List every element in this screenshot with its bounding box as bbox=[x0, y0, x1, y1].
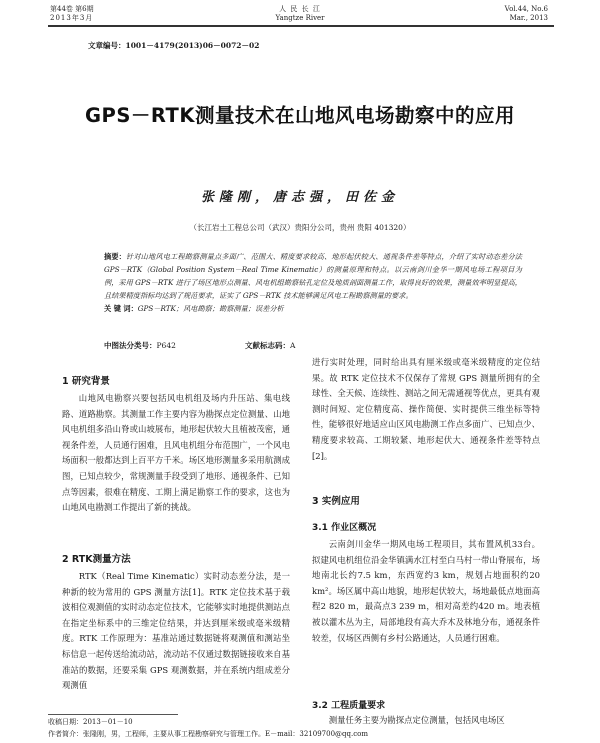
section-3-1-paragraph: 云南剑川金华一期风电场工程项目，其布置风机33台。拟建风电机组位沿金华镇满水江村至白马村一带山脊展布，场地南北长约7.5 km，东西宽约3 km，规划占地面积约20 km²。场区属中高山地貌，地形起伏较大，场地最低点地面高程2 820 m，最高点3 239 m，相对高差约420 m。地表植被以灌木丛为主，局部地段有高大乔木及林地分布，通视条件较差，仅场区西侧有乡村公路通达，人员通行困难。 bbox=[312, 539, 540, 643]
section-2-paragraph-2: 进行实时处理，同时给出具有厘米级或毫米级精度的定位结果。故 RTK 定位技术不仅保存了常规 GPS 测量所拥有的全球性、全天候、连续性、测站之间无需通视等优点，更具有观测时间短、定位精度高、操作简便、实时提供三维坐标等特性，能够很好地适应山区风电勘测工作点多面广、已知点少、精度要求较高、工期较紧、地形起伏大、通视条件差等特点[2]。 bbox=[312, 357, 540, 461]
keywords bbox=[104, 302, 522, 315]
doc-code-label: 文献标志码： bbox=[245, 341, 290, 350]
author-info: 作者简介：张隆刚，男，工程师，主要从事工程勘察研究与管理工作。E－mail：32109700@qq.com bbox=[48, 730, 368, 738]
journal-name-en: Yangtze River bbox=[275, 14, 325, 22]
section-3-2-paragraph: 测量任务主要为勘探点定位测量，包括风电场区 bbox=[328, 715, 505, 725]
section-1-paragraph: 山地风电勘察兴要包括风电机组及场内升压站、集电线路、道路勘察。其测量工作主要内容为勘探点定位测量、山地风电机组多沿山脊或山坡展布，地形起伏较大且植被茂密，通视条件差，人员通行困难，且风电机组分布范围广，一个风电场面积一般都达到上百平方千米。场区地形测量多采用航测成图，已知点较少，常规测量手段受到了地形、通视条件、已知点等因素，很难在精度、工期上满足勘察工作的要求，这也为山地风电勘测工作提出了新的挑战。 bbox=[62, 393, 290, 513]
section-2-title: 2 RTK测量方法 bbox=[62, 554, 131, 565]
journal-volume-en: Vol.44, No.6 bbox=[504, 5, 548, 13]
journal-date-en: Mar., 2013 bbox=[509, 14, 548, 22]
doc-code bbox=[245, 340, 295, 351]
section-1-title: 1 研究背景 bbox=[62, 376, 110, 387]
footnote-rule bbox=[48, 714, 178, 715]
clc-number bbox=[104, 340, 176, 351]
journal-date: 2013年3月 bbox=[50, 14, 94, 22]
received-date: 收稿日期：2013－01－10 bbox=[48, 718, 133, 726]
journal-name: 人 民 长 江 bbox=[279, 5, 321, 13]
journal-volume: 第44卷 第6期 bbox=[50, 5, 94, 13]
article-id: 文章编号：1001－4179(2013)06－0072－02 bbox=[88, 41, 260, 50]
clc-value: P642 bbox=[156, 341, 176, 350]
header-rule bbox=[48, 25, 554, 27]
section-3-1-title: 3.1 作业区概况 bbox=[312, 523, 377, 533]
abstract-label: 摘要： bbox=[104, 252, 127, 261]
section-3-2-title: 3.2 工程质量要求 bbox=[312, 701, 386, 711]
affiliation: （长江岩土工程总公司（武汉）贵阳分公司，贵州 贵阳 401320） bbox=[189, 223, 411, 232]
keywords-label: 关 键 词： bbox=[104, 304, 138, 313]
paper-title: GPS－RTK测量技术在山地风电场勘察中的应用 bbox=[85, 104, 515, 127]
authors: 张隆刚，唐志强，田佐金 bbox=[200, 190, 399, 205]
doc-code-value: A bbox=[290, 341, 296, 350]
clc-label: 中图法分类号： bbox=[104, 341, 157, 350]
abstract bbox=[104, 250, 522, 315]
abstract-text: 针对山地风电工程勘察测量点多面广、范围大、精度要求较高、地形起伏较大、通视条件差等特点，介绍了实时动态差分法 GPS－RTK（Global Position System－Real Time Kinematic）的测量原理和特点。以云南剑川金华一期风电场工程项目为例，采用 GPS－RTK 进行了场区地形点测量、风电机组勘察钻孔定位及地质剖面测量工作，取得良好的效果，测量效率明显提高，且结果精度指标均达到了规范要求，证实了 GPS－RTK 技术能够满足风电工程勘察测量的要求。 bbox=[104, 252, 522, 300]
keywords-text: GPS－RTK；风电勘察；勘察测量；误差分析 bbox=[137, 304, 284, 313]
section-3-title: 3 实例应用 bbox=[312, 496, 360, 507]
section-2-paragraph-1: RTK（Real Time Kinematic）实时动态差分法，是一种新的较为常用的 GPS 测量方法[1]。RTK 定位技术基于载波相位观测值的实时动态定位技术，它能够实时地提供测站点在指定坐标系中的三维定位结果，并达到厘米级或毫米级精度。RTK 工作原理为：基准站通过数据链将观测值和测站坐标信息一起传送给流动站，流动站不仅通过数据链接收来自基准站的数据，还要采集 GPS 观测数据，并在系统内组成差分观测值 bbox=[62, 571, 290, 691]
